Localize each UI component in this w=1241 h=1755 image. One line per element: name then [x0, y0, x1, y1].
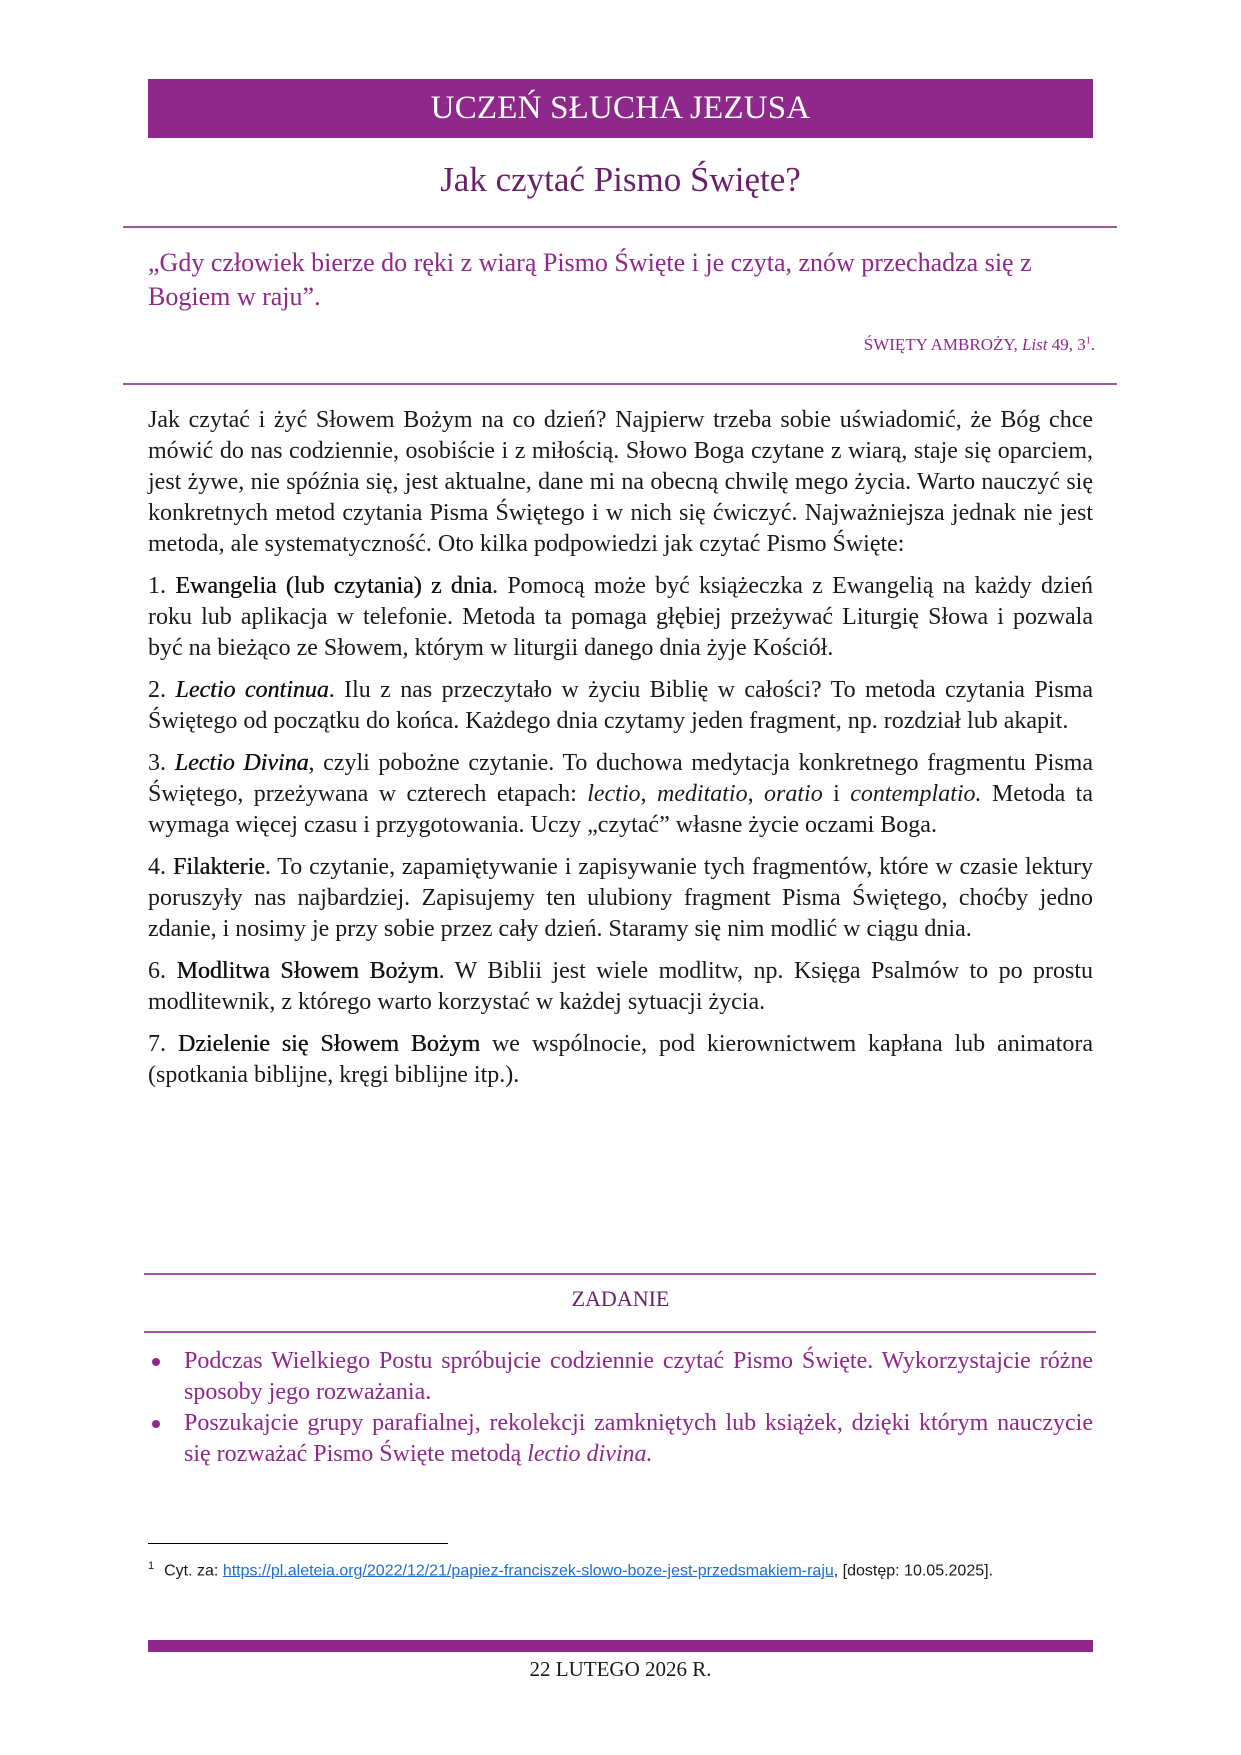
header-banner: [148, 79, 1093, 138]
method-text: . W Biblii jest wiele modlitw, np. Księga Psalmów to po prostu modlitewnik, z którego warto korzystać w każdej sytuacji życia.: [148, 958, 1094, 1015]
stage-meditatio: meditatio: [656, 781, 748, 807]
divider-quote-bottom: [123, 383, 1117, 385]
footnote-separator: [148, 1543, 448, 1544]
method-item: [148, 1029, 1093, 1091]
method-number: 7.: [148, 1031, 178, 1057]
task-text-italic: lectio divina.: [527, 1441, 653, 1467]
task-heading: ZADANIE: [571, 1286, 670, 1311]
method-item: [148, 675, 1093, 737]
attribution-author: ŚWIĘTY AMBROŻY,: [863, 335, 1022, 354]
method-item: [148, 571, 1093, 664]
attribution-reference: 49, 3: [1047, 335, 1086, 354]
method-text: . To czytanie, zapamiętywanie i zapisywanie tych fragmentów, które w czasie lektury poruszyły nas najbardziej. Zapisujemy ten ulubiony fragment Pisma Świętego, choćby jedno zdanie, i nosimy je przy sobie przez cały dzień. Staramy się nim modlić w ciągu dnia.: [148, 854, 1093, 942]
footnote: [148, 1552, 1093, 1585]
task-list: [148, 1346, 1093, 1470]
intro-paragraph: Jak czytać i żyć Słowem Bożym na co dzień? Najpierw trzeba sobie uświadomić, że Bóg chce mówić do nas codziennie, osobiście i z miłością. Słowo Boga czytane z wiarą, staje się oparciem, jest żywe, nie spóźnia się, jest aktualne, dane mi na obecną chwilę mego życia. Warto nauczyć się konkretnych metod czytania Pisma Świętego i w nich się ćwiczyć. Najważniejsza jednak nie jest metoda, ale systematyczność. Oto kilka podpowiedzi jak czytać Pismo Święte:: [148, 407, 1093, 557]
method-item: [148, 956, 1093, 1018]
task-text: Podczas Wielkiego Postu spróbujcie codziennie czytać Pismo Święte. Wykorzystajcie różne sposoby jego rozważania.: [184, 1348, 1093, 1405]
method-item: [148, 852, 1093, 945]
method-name: Filakterie: [172, 854, 265, 880]
stage-contemplatio: contemplatio.: [850, 781, 982, 807]
method-number: 6.: [148, 958, 177, 984]
method-text: . Pomocą może być książeczka z Ewangelią na każdy dzień roku lub aplikacja w telefonie. Metoda ta pomaga głębiej przeżywać Liturgię Słowa i pozwala być na bieżąco ze Słowem, którym w liturgii danego dnia żyje Kościół.: [148, 573, 1094, 661]
stage-lectio: lectio: [587, 781, 641, 807]
method-name: Ewangelia (lub czytania) z dnia: [175, 573, 493, 599]
stage-oratio: oratio: [764, 781, 823, 807]
footnote-mark: 1: [148, 1560, 155, 1572]
method-number: 4.: [148, 854, 173, 880]
banner-title: UCZEŃ SŁUCHA JEZUSA: [430, 90, 811, 126]
method-name: Lectio continua: [175, 677, 329, 703]
separator: ,: [747, 781, 765, 807]
divider-task-bottom: [144, 1331, 1096, 1333]
method-name: Modlitwa Słowem Bożym: [176, 958, 439, 984]
task-text: Poszukajcie grupy parafialnej, rekolekcji zamkniętych lub książek, dzięki którym nauczycie się rozważać Pismo Święte metodą: [184, 1410, 1093, 1467]
attribution-work: List: [1021, 335, 1048, 354]
method-number: 1.: [148, 573, 176, 599]
method-text: , czyli pobożne czytanie. To duchowa medytacja konkretnego fragmentu Pisma Świętego, przeżywana w czterech etapach:: [148, 750, 1094, 807]
quote-attribution: [864, 335, 1095, 355]
divider-task-top: [144, 1273, 1096, 1275]
task-item: [148, 1408, 1093, 1470]
page-title: Jak czytać Pismo Święte?: [440, 160, 801, 199]
separator: ,: [640, 781, 657, 807]
footer-bar: [148, 1640, 1093, 1652]
footer-date: 22 LUTEGO 2026 R.: [529, 1657, 712, 1681]
method-text: . Ilu z nas przeczytało w życiu Biblię w całości? To metoda czytania Pisma Świętego od początku do końca. Każdego dnia czytamy jeden fragment, np. rozdział lub akapit.: [148, 677, 1093, 734]
method-text: we wspólnocie, pod kierownictwem kapłana lub animatora (spotkania biblijne, kręgi biblijne itp.).: [148, 1031, 1094, 1088]
method-name: Dzielenie się Słowem Bożym: [177, 1031, 481, 1057]
method-item: [148, 748, 1093, 841]
footnote-prefix: Cyt. za:: [164, 1562, 223, 1580]
epigraph-quote: „Gdy człowiek bierze do ręki z wiarą Pismo Święte i je czyta, znów przechadza się z Bogiem w raju”.: [148, 248, 1032, 311]
bullet-icon: [152, 1420, 160, 1428]
method-number: 3.: [148, 750, 175, 776]
footnote-suffix: , [dostęp: 10.05.2025].: [833, 1562, 994, 1580]
bullet-icon: [152, 1358, 160, 1366]
separator: i: [822, 781, 851, 807]
method-number: 2.: [148, 677, 176, 703]
task-item: [148, 1346, 1093, 1408]
divider-top: [123, 226, 1117, 228]
attribution-end: .: [1090, 335, 1095, 354]
footnote-link[interactable]: https://pl.aleteia.org/2022/12/21/papiez-franciszek-slowo-boze-jest-przedsmakiem-raju: [222, 1562, 834, 1580]
method-name: Lectio Divina: [174, 750, 309, 776]
footnote-reference-mark[interactable]: 1: [1085, 335, 1091, 347]
main-text: [148, 405, 1093, 1102]
method-text: Metoda ta wymaga więcej czasu i przygotowania. Uczy „czytać” własne życie oczami Boga.: [148, 781, 1094, 838]
